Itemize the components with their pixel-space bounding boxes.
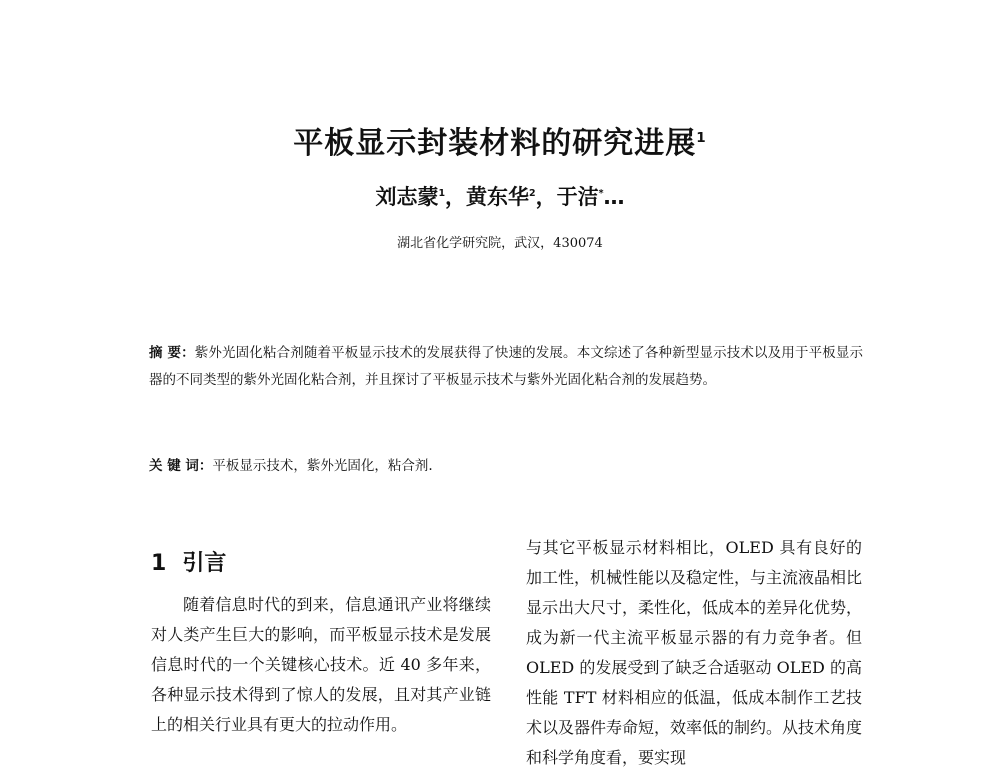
keywords	[149, 454, 863, 474]
abstract	[149, 340, 863, 394]
section-title: 引言	[182, 551, 227, 576]
paper-title-text: 平板显示封装材料的研究进展	[293, 126, 697, 161]
keywords-text: 平板显示技术，紫外光固化，粘合剂.	[212, 458, 433, 474]
body-column-left	[151, 590, 491, 740]
section-heading	[151, 546, 226, 577]
body-column-right	[526, 533, 862, 773]
author-list	[0, 181, 1000, 211]
keywords-label: 关 键 词：	[149, 458, 213, 474]
author-affiliation-mark: 2	[529, 188, 536, 199]
body-paragraph: 与其它平板显示材料相比，OLED 具有良好的加工性，机械性能以及稳定性，与主流液晶相比显示出大尺寸，柔性化，低成本的差异化优势，成为新一代主流平板显示器的有力竞争者。但 OLED 的发展受到了缺乏合适驱动 OLED 的高性能 TFT 材料相应的低温，低成本制作工艺技术以及器件寿命短，效率低的制约。从技术角度和科学角度看，要实现	[526, 538, 863, 767]
authors-ellipsis: …	[603, 185, 625, 209]
author-separator: ，	[535, 185, 557, 209]
paper-title	[0, 118, 1000, 162]
section-number: 1	[151, 551, 167, 576]
author-name: 刘志蒙	[375, 185, 439, 209]
abstract-label: 摘 要：	[149, 345, 195, 361]
author-name: 于洁	[556, 185, 599, 209]
author-name: 黄东华	[466, 185, 530, 209]
author-affiliation-mark: 1	[438, 188, 446, 199]
affiliation: 湖北省化学研究院，武汉，430074	[397, 236, 603, 251]
title-footnote-mark: 1	[696, 130, 707, 146]
author-affiliation-mark: *	[598, 188, 604, 199]
body-paragraph: 随着信息时代的到来，信息通讯产业将继续对人类产生巨大的影响，而平板显示技术是发展信息时代的一个关键核心技术。近 40 多年来，各种显示技术得到了惊人的发展，且对其产业链上的相关行业具有更大的拉动作用。	[151, 595, 491, 734]
author-separator: ，	[445, 185, 467, 209]
abstract-text: 紫外光固化粘合剂随着平板显示技术的发展获得了快速的发展。本文综述了各种新型显示技术以及用于平板显示器的不同类型的紫外光固化粘合剂，并且探讨了平板显示技术与紫外光固化粘合剂的发展趋势。	[149, 345, 863, 388]
